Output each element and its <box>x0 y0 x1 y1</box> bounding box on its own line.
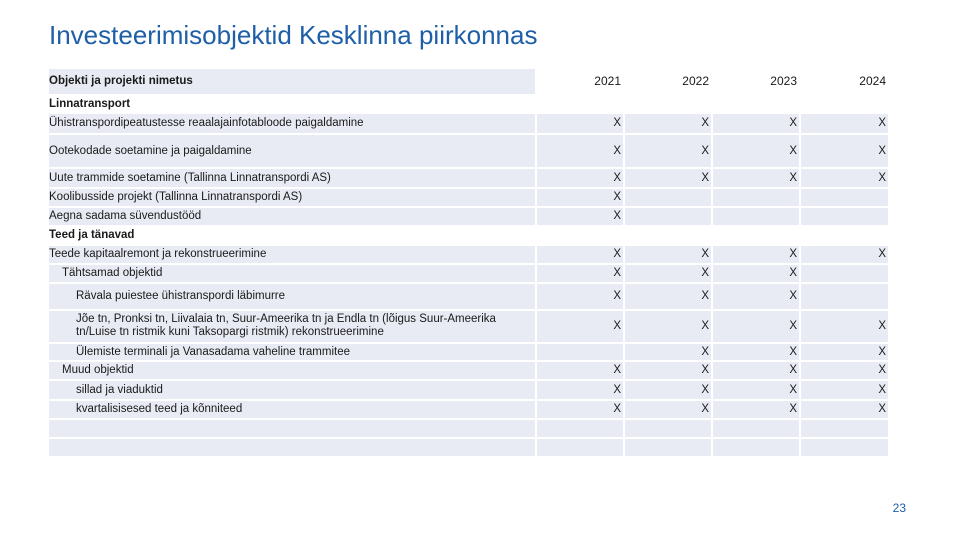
table-cell-mark: X <box>537 169 625 189</box>
table-row-name: Tähtsamad objektid <box>49 265 537 284</box>
section-heading: Linnatransport <box>49 96 537 114</box>
table-cell-mark: X <box>537 246 625 265</box>
column-header-year: 2023 <box>713 69 801 96</box>
table-cell-mark: X <box>625 401 713 420</box>
table-cell-mark: X <box>625 169 713 189</box>
table-cell-mark <box>625 420 713 439</box>
table-cell-mark <box>801 96 890 114</box>
table-row-name: Jõe tn, Pronksi tn, Liivalaia tn, Suur-Ameerika tn ja Endla tn (lõigus Suur-Ameerika tn/Luise tn ristmik kuni Taksopargi ristmik) rekonstrueerimine <box>49 311 537 344</box>
table-cell-mark: X <box>713 246 801 265</box>
table-cell-mark <box>713 420 801 439</box>
table-cell-mark: X <box>625 311 713 344</box>
column-header-year: 2024 <box>801 69 890 96</box>
table-cell-mark: X <box>713 344 801 362</box>
table-cell-mark <box>625 227 713 246</box>
table-cell-mark: X <box>801 246 890 265</box>
table-cell-mark: X <box>713 265 801 284</box>
table-cell-mark: X <box>801 401 890 420</box>
table-cell-mark: X <box>801 362 890 381</box>
table-row-name: Ülemiste terminali ja Vanasadama vaheline trammitee <box>49 344 537 362</box>
table-cell-mark <box>537 96 625 114</box>
table-cell-mark <box>801 439 890 458</box>
table-cell-mark: X <box>713 381 801 401</box>
table-cell-mark: X <box>713 362 801 381</box>
table-cell-mark <box>625 96 713 114</box>
column-header-name: Objekti ja projekti nimetus <box>49 69 537 96</box>
table-cell-mark <box>713 227 801 246</box>
table-cell-mark: X <box>537 135 625 169</box>
table-cell-mark <box>713 439 801 458</box>
table-cell-mark <box>713 96 801 114</box>
table-row-name: Koolibusside projekt (Tallinna Linnatranspordi AS) <box>49 189 537 208</box>
section-heading: Teed ja tänavad <box>49 227 537 246</box>
page-number: 23 <box>892 501 906 515</box>
table-cell-mark <box>537 420 625 439</box>
table-row-name: Uute trammide soetamine (Tallinna Linnatranspordi AS) <box>49 169 537 189</box>
table-row-name: Rävala puiestee ühistranspordi läbimurre <box>49 284 537 311</box>
table-row-name: kvartalisisesed teed ja kõnniteed <box>49 401 537 420</box>
table-cell-mark: X <box>713 114 801 135</box>
table-cell-mark: X <box>625 284 713 311</box>
table-cell-mark: X <box>713 311 801 344</box>
investment-table <box>49 69 890 458</box>
table-cell-mark <box>537 344 625 362</box>
table-cell-mark: X <box>801 381 890 401</box>
table-cell-mark: X <box>801 135 890 169</box>
table-row-name: Muud objektid <box>49 362 537 381</box>
table-cell-mark <box>801 189 890 208</box>
table-cell-mark: X <box>713 284 801 311</box>
table-cell-mark: X <box>625 344 713 362</box>
column-header-year: 2022 <box>625 69 713 96</box>
table-row-name: Teede kapitaalremont ja rekonstrueerimine <box>49 246 537 265</box>
table-cell-mark <box>801 420 890 439</box>
table-cell-mark: X <box>801 344 890 362</box>
table-cell-mark <box>537 439 625 458</box>
table-cell-mark <box>713 208 801 227</box>
table-row-name: sillad ja viaduktid <box>49 381 537 401</box>
page-title: Investeerimisobjektid Kesklinna piirkonnas <box>49 20 538 50</box>
table-cell-mark: X <box>801 311 890 344</box>
table-cell-mark <box>713 189 801 208</box>
table-cell-mark <box>625 439 713 458</box>
table-cell-mark: X <box>625 362 713 381</box>
table-row-name <box>49 439 537 458</box>
table-cell-mark <box>625 189 713 208</box>
table-cell-mark <box>801 227 890 246</box>
table-row-name <box>49 420 537 439</box>
table-cell-mark <box>801 284 890 311</box>
table-cell-mark: X <box>713 135 801 169</box>
table-cell-mark: X <box>537 311 625 344</box>
table-cell-mark: X <box>537 189 625 208</box>
table-cell-mark: X <box>537 362 625 381</box>
table-cell-mark <box>537 227 625 246</box>
table-cell-mark <box>625 208 713 227</box>
table-row-name: Aegna sadama süvendustööd <box>49 208 537 227</box>
table-cell-mark: X <box>537 401 625 420</box>
table-cell-mark: X <box>713 401 801 420</box>
table-cell-mark: X <box>625 135 713 169</box>
table-cell-mark: X <box>537 114 625 135</box>
table-row-name: Ootekodade soetamine ja paigaldamine <box>49 135 537 169</box>
table-cell-mark <box>801 265 890 284</box>
table-cell-mark: X <box>713 169 801 189</box>
table-cell-mark: X <box>801 169 890 189</box>
table-cell-mark: X <box>537 381 625 401</box>
table-cell-mark: X <box>801 114 890 135</box>
table-row-name: Ühistranspordipeatustesse reaalajainfotabloode paigaldamine <box>49 114 537 135</box>
table-cell-mark: X <box>625 381 713 401</box>
table-cell-mark: X <box>537 265 625 284</box>
table-cell-mark <box>801 208 890 227</box>
table-cell-mark: X <box>537 208 625 227</box>
table-cell-mark: X <box>625 265 713 284</box>
table-cell-mark: X <box>625 246 713 265</box>
column-header-year: 2021 <box>537 69 625 96</box>
table-cell-mark: X <box>625 114 713 135</box>
table-cell-mark: X <box>537 284 625 311</box>
